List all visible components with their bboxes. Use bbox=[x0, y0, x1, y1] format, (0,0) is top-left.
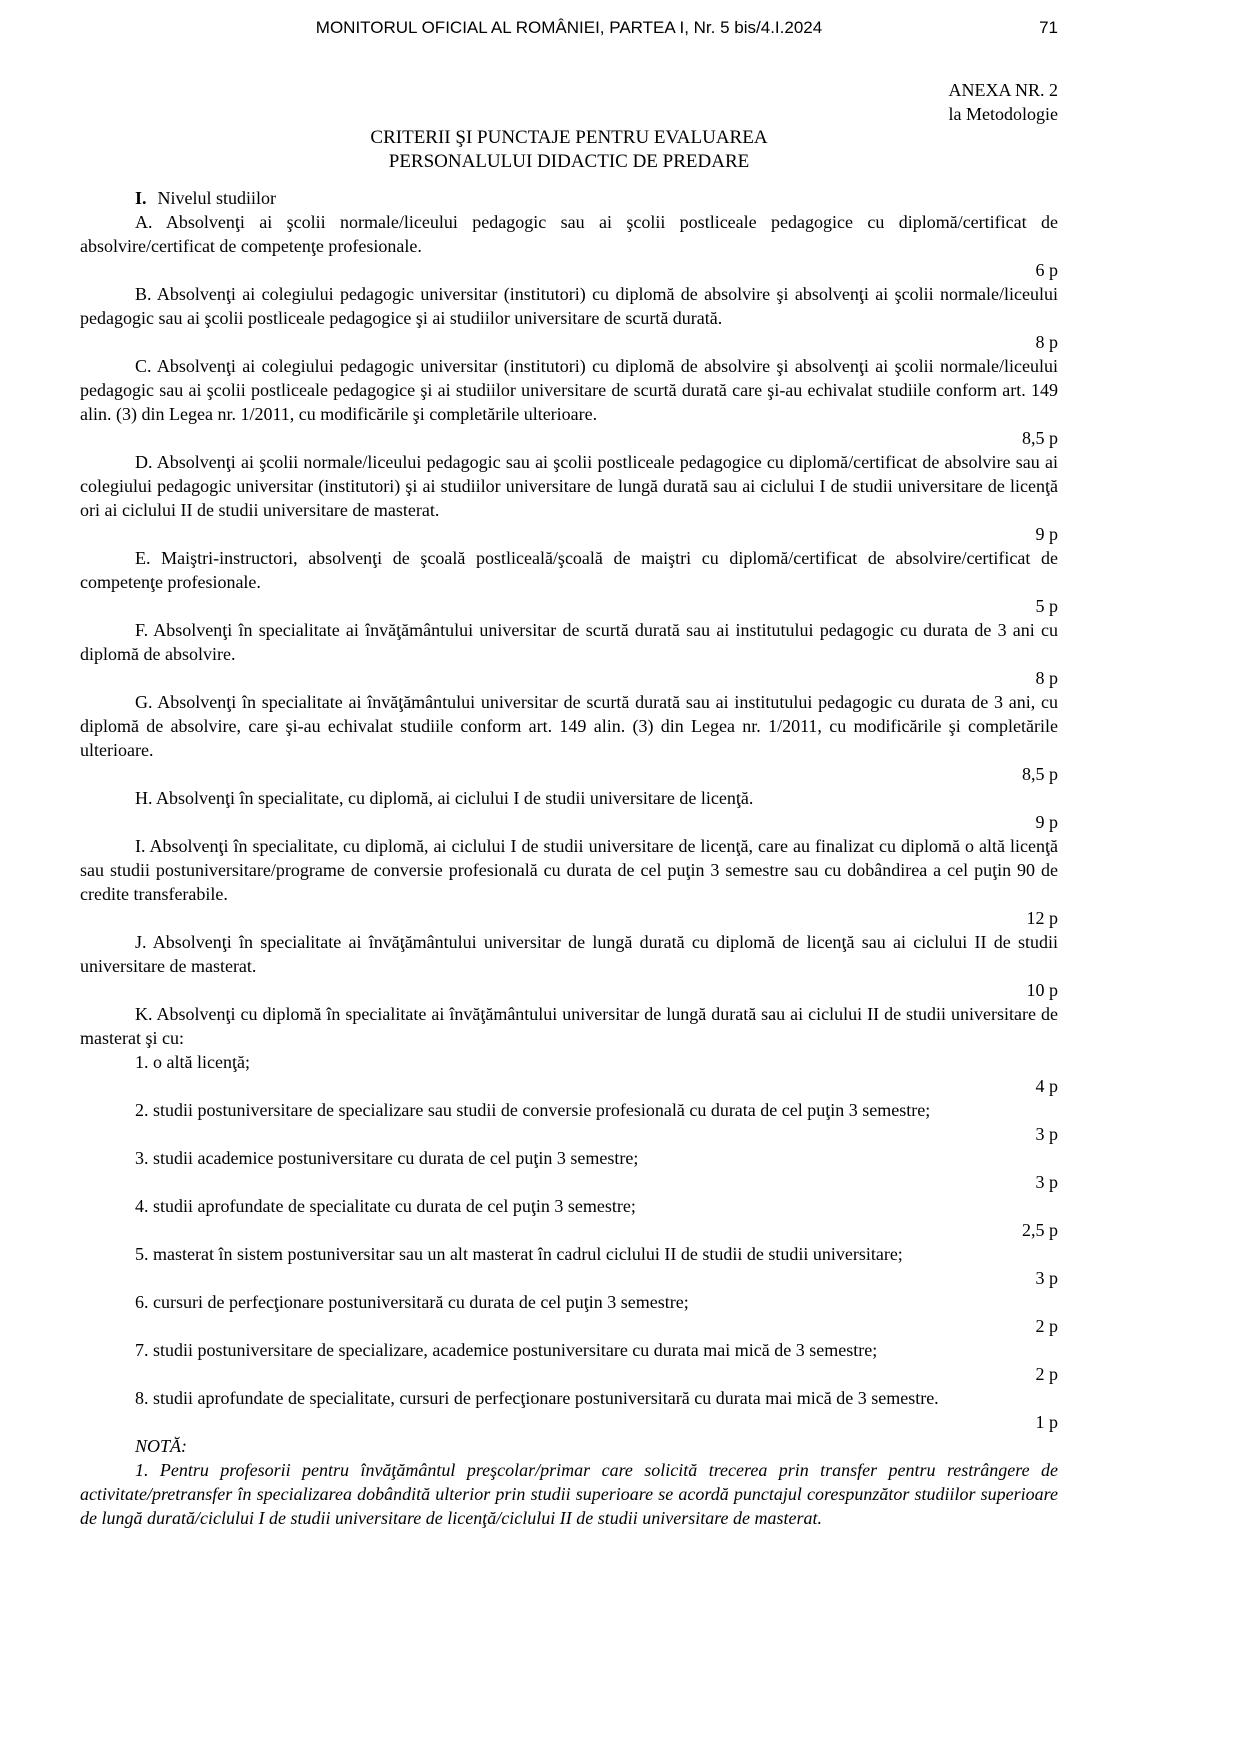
annex-number: ANEXA NR. 2 bbox=[948, 80, 1058, 100]
criterion-e-text: E. Maiştri-instructori, absolvenţi de şcoală postliceală/şcoală de maiştri cu diplomă/certificat de absolvire/certificat de competenţe profesionale. bbox=[80, 548, 1058, 592]
criterion-c-text: C. Absolvenţi ai colegiului pedagogic universitar (institutori) cu diplomă de absolvire şi absolvenţi ai şcolii normale/liceului pedagogic sau ai şcolii postliceale pedagogice şi ai studiilor universitare de scurtă durată care şi-au echivalat studiile conform art. 149 alin. (3) din Legea nr. 1/2011, cu modificările şi completările ulterioare. bbox=[80, 356, 1058, 424]
annex-reference: la Metodologie bbox=[948, 104, 1058, 124]
criterion-k-sub6-text: 6. cursuri de perfecţionare postuniversitară cu durata de cel puţin 3 semestre; bbox=[135, 1292, 689, 1312]
criterion-k-sub4-points: 2,5 p bbox=[1022, 1220, 1058, 1240]
criterion-k-sub8-points: 1 p bbox=[1035, 1412, 1058, 1432]
criterion-d-points: 9 p bbox=[1035, 524, 1058, 544]
criterion-g-points: 8,5 p bbox=[1022, 764, 1058, 784]
criterion-i-points: 12 p bbox=[1026, 908, 1058, 928]
criterion-h-text: H. Absolvenţi în specialitate, cu diplomă, ai ciclului I de studii universitare de licenţă. bbox=[135, 788, 754, 808]
note-text: 1. Pentru profesorii pentru învăţământul preşcolar/primar care solicită trecerea prin transfer pentru restrângere de activitate/pretransfer în specializarea dobândită ulterior prin studii superioare se acordă punctajul corespunzător studiilor superioare de lungă durată/ciclului I de studii universitare de licenţă/ciclului II de studii universitare de masterat. bbox=[80, 1460, 1058, 1528]
criterion-d-text: D. Absolvenţi ai şcolii normale/liceului pedagogic sau ai şcolii postliceale pedagogice cu diplomă/certificat de absolvire sau ai colegiului pedagogic universitar (institutori) şi ai studiilor universitare de lungă durată sau ai ciclului I de studii universitare de licenţă ori ai ciclului II de studii universitare de masterat. bbox=[80, 452, 1058, 520]
criterion-a-points: 6 p bbox=[1035, 260, 1058, 280]
criterion-k-sub4-text: 4. studii aprofundate de specialitate cu durata de cel puţin 3 semestre; bbox=[135, 1196, 636, 1216]
criterion-h-points: 9 p bbox=[1035, 812, 1058, 832]
running-header bbox=[80, 16, 1058, 40]
document-title bbox=[80, 126, 1058, 174]
section-label: Nivelul studiilor bbox=[157, 188, 277, 208]
criterion-k-sub3-text: 3. studii academice postuniversitare cu durata de cel puţin 3 semestre; bbox=[135, 1148, 639, 1168]
criterion-k-sub1-text: 1. o altă licenţă; bbox=[135, 1052, 250, 1072]
criterion-k-sub2-text: 2. studii postuniversitare de specializare sau studii de conversie profesională cu durata de cel puţin 3 semestre; bbox=[135, 1100, 931, 1120]
criterion-f-points: 8 p bbox=[1035, 668, 1058, 688]
criterion-k-sub7-text: 7. studii postuniversitare de specializare, academice postuniversitare cu durata mai mică de 3 semestre; bbox=[135, 1340, 878, 1360]
criterion-k-sub6-points: 2 p bbox=[1035, 1316, 1058, 1336]
criterion-b-text: B. Absolvenţi ai colegiului pedagogic universitar (institutori) cu diplomă de absolvire şi absolvenţi ai şcolii normale/liceului pedagogic sau ai şcolii postliceale pedagogice şi ai studiilor universitare de scurtă durată. bbox=[80, 284, 1058, 328]
section-heading bbox=[80, 186, 1058, 210]
criterion-f-text: F. Absolvenţi în specialitate ai învăţământului universitar de scurtă durată sau ai institutului pedagogic cu durata de 3 ani cu diplomă de absolvire. bbox=[80, 620, 1058, 664]
criterion-k-sub1-points: 4 p bbox=[1035, 1076, 1058, 1096]
criterion-b-points: 8 p bbox=[1035, 332, 1058, 352]
header-title: MONITORUL OFICIAL AL ROMÂNIEI, PARTEA I, Nr. 5 bis/4.I.2024 bbox=[315, 18, 823, 37]
criterion-e-points: 5 p bbox=[1035, 596, 1058, 616]
criterion-k-sub3-points: 3 p bbox=[1035, 1172, 1058, 1192]
criterion-a-text: A. Absolvenţi ai şcolii normale/liceului pedagogic sau ai şcolii postliceale pedagogice cu diplomă/certificat de absolvire/certificat de competenţe profesionale. bbox=[80, 212, 1058, 256]
criterion-g-text: G. Absolvenţi în specialitate ai învăţământului universitar de scurtă durată sau ai institutului pedagogic cu durata de 3 ani, cu diplomă de absolvire, care şi-au echivalat studiile conform art. 149 alin. (3) din Legea nr. 1/2011, cu modificările şi completările ulterioare. bbox=[80, 692, 1058, 760]
document-title-line1: CRITERII ŞI PUNCTAJE PENTRU EVALUAREA bbox=[370, 127, 768, 148]
annex-block bbox=[80, 78, 1058, 126]
criterion-k-sub5-text: 5. masterat în sistem postuniversitar sau un alt masterat în cadrul ciclului II de studii de studii universitare; bbox=[135, 1244, 903, 1264]
criterion-k-sub7-points: 2 p bbox=[1035, 1364, 1058, 1384]
criterion-k-sub5-points: 3 p bbox=[1035, 1268, 1058, 1288]
page-number: 71 bbox=[1039, 18, 1058, 37]
document-title-line2: PERSONALULUI DIDACTIC DE PREDARE bbox=[388, 151, 750, 172]
criterion-j-text: J. Absolvenţi în specialitate ai învăţământului universitar de lungă durată cu diplomă de licenţă sau ai ciclului II de studii universitare de masterat. bbox=[80, 932, 1058, 976]
note-heading: NOTĂ: bbox=[135, 1436, 188, 1456]
section-numeral: I. bbox=[135, 188, 147, 208]
criterion-c-points: 8,5 p bbox=[1022, 428, 1058, 448]
criterion-i-text: I. Absolvenţi în specialitate, cu diplomă, ai ciclului I de studii universitare de licenţă, care au finalizat cu diplomă o altă licenţă sau studii postuniversitare/programe de conversie profesională cu durata de cel puţin 3 semestre sau cu dobândirea a cel puţin 90 de credite transferabile. bbox=[80, 836, 1058, 904]
criterion-k-sub2-points: 3 p bbox=[1035, 1124, 1058, 1144]
criterion-k-sub8-text: 8. studii aprofundate de specialitate, cursuri de perfecţionare postuniversitară cu durata mai mică de 3 semestre. bbox=[135, 1388, 939, 1408]
criterion-j-points: 10 p bbox=[1026, 980, 1058, 1000]
criterion-k-text: K. Absolvenţi cu diplomă în specialitate ai învăţământului universitar de lungă durată sau ai ciclului II de studii universitare de masterat şi cu: bbox=[80, 1004, 1058, 1048]
